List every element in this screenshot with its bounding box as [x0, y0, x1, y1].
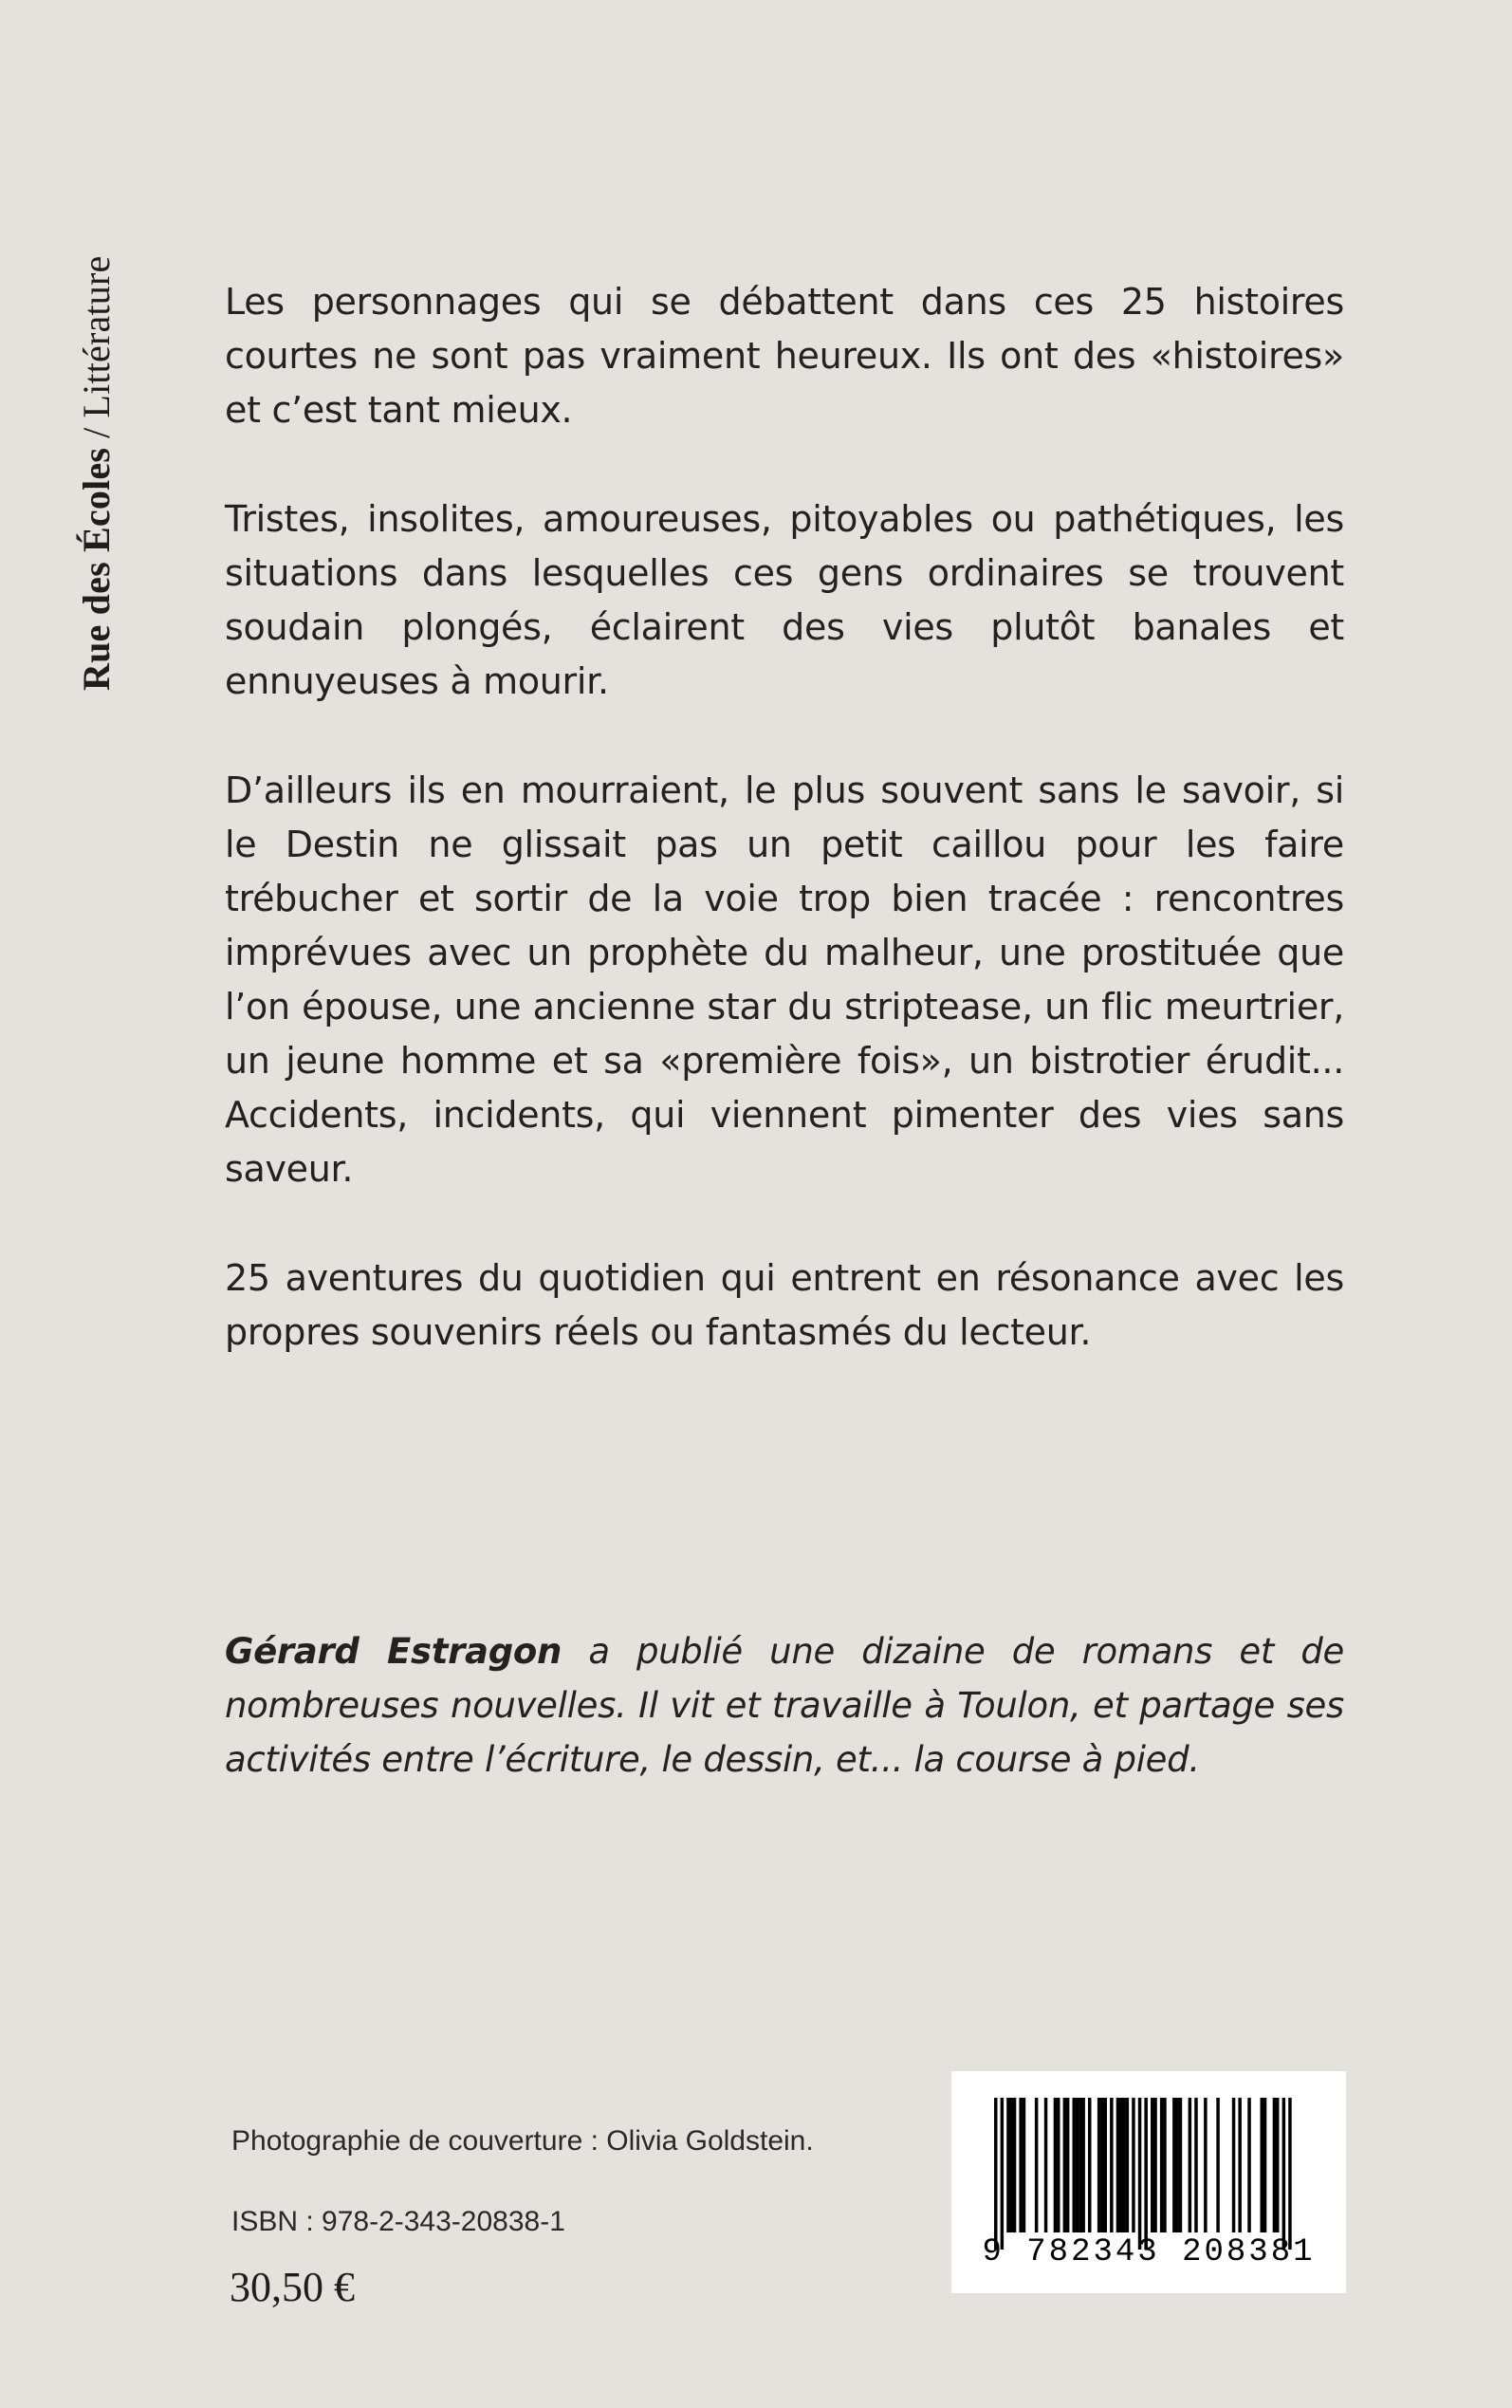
barcode-bar [1116, 2098, 1120, 2232]
barcode-bar [1175, 2098, 1179, 2232]
barcode-bar [1261, 2098, 1264, 2232]
barcode-bar [1044, 2098, 1048, 2232]
barcode-bar [1100, 2098, 1104, 2232]
barcode [951, 2071, 1346, 2293]
blurb-paragraph-2: Tristes, insolites, amoureuses, pitoyables ou pathétiques, les situations dans lesquelles ces gens ordinaires se trouvent soudain plongés, éclairent des vies plutôt banales et ennuyeuses à mourir. [225, 498, 1344, 702]
barcode-bar [1160, 2098, 1164, 2232]
barcode-bar [1276, 2098, 1280, 2232]
barcode-bar [1006, 2098, 1010, 2232]
barcode-bar [1132, 2098, 1135, 2232]
barcode-bar [1019, 2098, 1023, 2232]
barcode-bar [1263, 2098, 1267, 2232]
barcode-bar [1010, 2098, 1014, 2232]
author-name: Gérard Estragon [225, 1631, 562, 1672]
barcode-bar [1282, 2098, 1286, 2250]
barcode-bar [1172, 2098, 1176, 2232]
series-category: Littérature [75, 255, 118, 418]
barcode-bar [1035, 2098, 1039, 2232]
barcode-bar [1057, 2098, 1060, 2232]
barcode-bar [1119, 2098, 1123, 2232]
barcode-bar [1126, 2098, 1130, 2232]
barcode-bar [1194, 2098, 1198, 2232]
barcode-bar [1163, 2098, 1167, 2232]
barcode-bar [1216, 2098, 1220, 2232]
photo-credit: Photographie de couverture : Olivia Goldstein. [231, 2125, 814, 2157]
barcode-bar [1288, 2098, 1292, 2250]
barcode-bar [1073, 2098, 1077, 2232]
barcode-bar [1247, 2098, 1251, 2232]
barcode-bar [1001, 2098, 1005, 2250]
barcode-bar [1153, 2098, 1157, 2232]
barcode-bar [1122, 2098, 1126, 2232]
blurb-paragraph-3: D’ailleurs ils en mourraient, le plus souvent sans le savoir, si le Destin ne glissait pas un petit caillou pour les faire trébucher et sortir de la voie trop bien tracée : rencontres imprévues avec un prophète du malheur, une prostituée que l’on épouse, une ancienne star du striptease, un flic meurtrier, un jeune homme et sa «première fois», un bistrotier érudit... Accidents, incidents, qui viennent pimenter des vies sans saveur. [225, 769, 1344, 1190]
barcode-bar [1144, 2098, 1148, 2250]
barcode-bar [1138, 2098, 1142, 2250]
barcode-bar [1063, 2098, 1067, 2232]
barcode-bar [1110, 2098, 1114, 2232]
barcode-bar [1081, 2098, 1085, 2232]
series-name: Rue des Écoles [75, 447, 118, 691]
barcode-bar [1273, 2098, 1277, 2232]
author-bio-text: a publié une dizaine de romans et de nombreuses nouvelles. Il vit et travaille à Toulon, et partage ses activités entre l’écriture, le dessin, et... la course à pied. [225, 1631, 1344, 1780]
barcode-bar [1104, 2098, 1108, 2232]
author-bio [225, 1624, 1344, 1787]
barcode-bar [1079, 2098, 1082, 2232]
barcode-bar [1013, 2098, 1017, 2232]
barcode-bar [1023, 2098, 1026, 2232]
blurb [225, 275, 1344, 1415]
isbn: ISBN : 978-2-343-20838-1 [231, 2206, 565, 2237]
barcode-bar [1232, 2098, 1236, 2232]
barcode-bar [1189, 2098, 1192, 2232]
barcode-bar [1076, 2098, 1079, 2232]
barcode-bar [1151, 2098, 1154, 2232]
barcode-bar [1088, 2098, 1092, 2232]
blurb-paragraph-1: Les personnages qui se débattent dans ces 25 histoires courtes ne sont pas vraiment heureux. Ils ont des «histoires» et c’est tant mieux. [225, 281, 1344, 431]
blurb-paragraph-4: 25 aventures du quotidien qui entrent en résonance avec les propres souvenirs réels ou fantasmés du lecteur. [225, 1257, 1344, 1353]
barcode-bar [994, 2098, 998, 2250]
barcode-bar [1179, 2098, 1183, 2232]
barcode-bar [1204, 2098, 1208, 2232]
barcode-bar [1066, 2098, 1070, 2232]
series-separator: / [75, 427, 118, 438]
barcode-bar [1097, 2098, 1101, 2232]
spine-label [74, 256, 119, 691]
barcode-bar [1054, 2098, 1058, 2232]
barcode-digits: 9 782343 208381 [982, 2234, 1316, 2270]
price: 30,50 € [230, 2264, 355, 2310]
barcode-bar [1238, 2098, 1242, 2232]
